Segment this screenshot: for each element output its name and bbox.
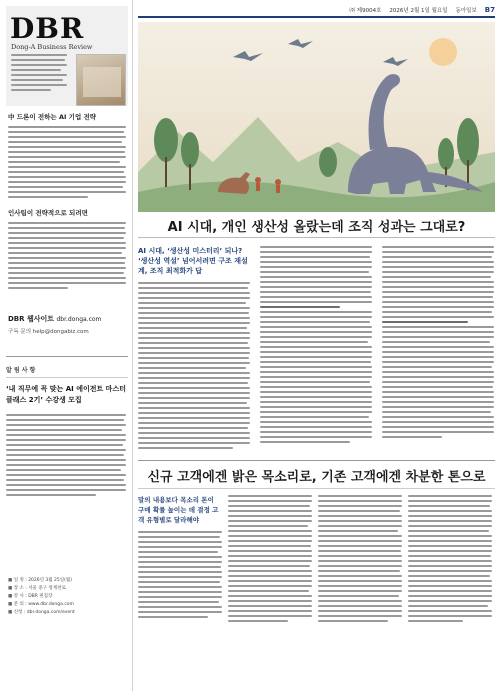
notice-info-line: ■ 문 의 : www.dbr.donga.com (8, 601, 126, 609)
dbr-promo-box (6, 6, 128, 106)
page-header (138, 4, 495, 18)
dbr-subtitle: Dong-A Business Review (11, 43, 93, 51)
dbr-logo: DBR (10, 12, 85, 45)
bottom-story-divider (138, 460, 495, 461)
main-headline: AI 시대, 개인 생산성 올랐는데 조직 성과는 그대로? (167, 220, 466, 235)
bottom-column-4 (408, 495, 492, 622)
notice-tag: 알 림 사 항 (6, 365, 128, 378)
dbr-magazine-cover[interactable] (76, 54, 126, 106)
dbr-footer (8, 314, 126, 335)
sidebar-section-2 (8, 208, 126, 289)
bottom-column-3 (318, 495, 402, 622)
dbr-contact: 구독 문의 help@dongabiz.com (8, 329, 89, 335)
notice-info (8, 577, 126, 617)
sidebar-section-1 (8, 112, 126, 198)
notice-info-line[interactable]: ■ 신청 : dbr.donga.com/event (8, 609, 126, 617)
article-column-3 (382, 246, 494, 438)
issue-number: ㈜ 제9004호 (349, 8, 382, 14)
bottom-column-2 (228, 495, 312, 622)
bottom-headline-divider (138, 488, 495, 489)
notice-body (6, 414, 128, 496)
headline-divider (138, 237, 495, 238)
issue-date: 2026년 2월 1일 월요일 (389, 8, 448, 14)
dbr-brand: DBR 웹사이트 dbr.donga.com (8, 315, 102, 323)
dbr-site-link[interactable]: dbr.donga.com (56, 316, 102, 323)
dinosaur-illustration (138, 22, 495, 212)
notice-info-line: ■ 장 소 : 서울 중구 청계천로 (8, 585, 126, 593)
bottom-headline: 신규 고객에겐 밝은 목소리로, 기존 고객에겐 차분한 톤으로 (147, 470, 486, 485)
article-column-2 (260, 246, 372, 443)
paper-name: 동아일보 (455, 8, 477, 14)
left-sidebar (0, 0, 133, 691)
notice-box (6, 356, 128, 686)
page-number: B7 (484, 6, 495, 14)
notice-title: ‘내 직무에 꼭 맞는 AI 에이전트 마스터 클래스 2기’ 수강생 모집 (6, 385, 126, 404)
bottom-column-1 (138, 495, 222, 618)
article-deck: AI 시대, ‘생산성 미스터리’ 되나? ‘생산성 역설’ 넘어서려면 구조 재설계, 조직 최적화가 답 (138, 247, 248, 275)
dbr-blurb (11, 54, 69, 91)
sidebar-section-1-heading: 中 드론이 전하는 AI 기업 전략 (8, 113, 97, 121)
hero-illustration (138, 22, 495, 212)
notice-info-line: ■ 일 정 : 2026년 3월 25일(월) (8, 577, 126, 585)
notice-info-line: ■ 강 사 : DBR 편집장 (8, 593, 126, 601)
bottom-deck: 말의 내용보다 목소리 톤이 구매 확률 높이는 데 결정 고객 유형별로 달라해야 (138, 496, 219, 524)
sidebar-section-2-heading: 인사팀이 전략적으로 되려면 (8, 209, 88, 217)
article-column-1 (138, 246, 250, 449)
